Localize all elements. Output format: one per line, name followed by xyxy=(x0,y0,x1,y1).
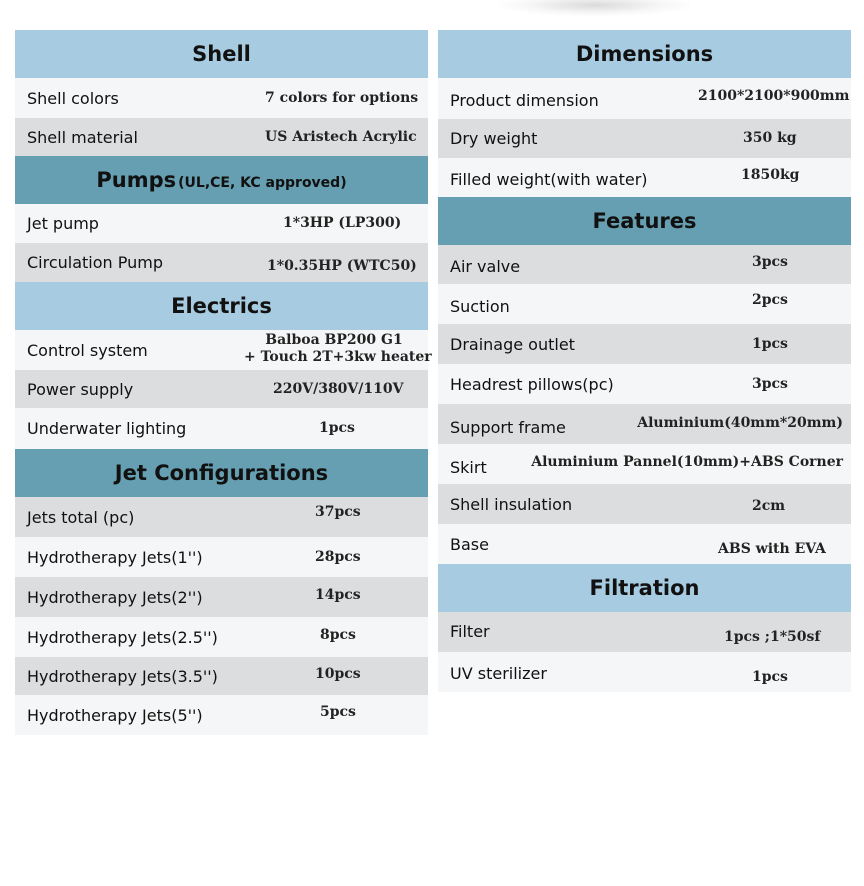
spec-label: Suction xyxy=(450,297,510,316)
spec-label: Jet pump xyxy=(27,214,99,233)
spec-row-shell-colors xyxy=(15,78,428,118)
spec-row-hydrotherapy-jets-5 xyxy=(15,695,428,735)
spec-label: Control system xyxy=(27,340,148,360)
pumps-title: Pumps xyxy=(96,168,177,192)
spec-label: Drainage outlet xyxy=(450,334,575,354)
spec-label: Hydrotherapy Jets(1'') xyxy=(27,547,203,567)
features-header xyxy=(438,197,851,245)
spec-value: 2100*2100*900mm xyxy=(698,88,850,104)
spec-label: Support frame xyxy=(450,418,566,437)
spec-label: Hydrotherapy Jets(3.5'') xyxy=(27,666,218,686)
spec-row-filled-weight xyxy=(438,158,851,197)
spec-value: 1*3HP (LP300) xyxy=(283,215,402,231)
spec-row-control-system xyxy=(15,330,432,370)
spec-value: 1850kg xyxy=(741,167,800,183)
jet-configurations-title: Jet Configurations xyxy=(114,461,329,485)
spec-row-uv-sterilizer xyxy=(438,652,851,692)
spec-value: 1pcs xyxy=(319,420,355,436)
features-title: Features xyxy=(592,209,697,233)
spec-row-suction xyxy=(438,284,851,324)
shell-title: Shell xyxy=(192,42,251,66)
spec-row-support-frame xyxy=(438,404,851,444)
spec-label: Air valve xyxy=(450,257,521,276)
spec-value: 14pcs xyxy=(315,587,361,603)
shell-header xyxy=(15,30,428,78)
spec-label: Filter xyxy=(450,622,490,641)
spec-value-line: + Touch 2T+3kw heater xyxy=(244,349,432,365)
electrics-title: Electrics xyxy=(171,294,272,318)
spec-label: Shell material xyxy=(27,127,138,147)
spec-value: 220V/380V/110V xyxy=(273,380,404,397)
spec-value: Aluminium(40mm*20mm) xyxy=(637,415,843,431)
spec-row-hydrotherapy-jets-3-5 xyxy=(15,657,428,695)
spec-row-product-dimension xyxy=(438,78,851,119)
spec-label: Hydrotherapy Jets(2.5'') xyxy=(27,627,218,647)
spec-row-filter xyxy=(438,612,851,652)
spec-value: 8pcs xyxy=(320,627,356,643)
spec-label: Circulation Pump xyxy=(27,253,164,272)
spec-row-dry-weight xyxy=(438,119,851,158)
spec-row-skirt xyxy=(438,444,851,484)
spec-label: Product dimension xyxy=(450,91,599,110)
spec-row-headrest-pillows xyxy=(438,364,851,404)
spec-label: Base xyxy=(450,535,489,554)
left-spec-column xyxy=(15,30,432,735)
pumps-header xyxy=(15,156,428,204)
dimensions-title: Dimensions xyxy=(575,42,714,66)
spec-label: Underwater lighting xyxy=(27,419,187,438)
spec-label: Headrest pillows(pc) xyxy=(450,374,614,394)
spec-row-jet-pump xyxy=(15,204,428,243)
spec-label: UV sterilizer xyxy=(450,664,547,683)
filtration-title: Filtration xyxy=(589,576,700,600)
top-image-remnant xyxy=(500,0,690,16)
spec-label: Hydrotherapy Jets(5'') xyxy=(27,705,203,725)
spec-row-hydrotherapy-jets-2-5 xyxy=(15,617,428,657)
spec-value: 2cm xyxy=(752,498,786,514)
spec-value: 10pcs xyxy=(315,666,361,682)
filtration-header xyxy=(438,564,851,612)
spec-row-hydrotherapy-jets-2 xyxy=(15,577,428,617)
spec-label: Filled weight(with water) xyxy=(450,170,648,189)
spec-row-jets-total xyxy=(15,497,428,537)
spec-value: 350 kg xyxy=(743,130,797,146)
spec-label: Power supply xyxy=(27,379,134,399)
spec-value: Aluminium Pannel(10mm)+ABS Corner xyxy=(531,454,843,470)
spec-value-line: Balboa BP200 G1 xyxy=(265,332,403,348)
spec-label: Dry weight xyxy=(450,129,538,148)
spec-value xyxy=(244,332,432,366)
right-spec-column xyxy=(438,30,851,692)
spec-row-shell-insulation xyxy=(438,484,851,524)
spec-row-base xyxy=(438,524,851,564)
spec-value: 3pcs xyxy=(752,254,788,270)
spec-label: Shell colors xyxy=(27,88,119,108)
spec-label: Hydrotherapy Jets(2'') xyxy=(27,587,203,607)
spec-row-shell-material xyxy=(15,118,428,156)
spec-value: 2pcs xyxy=(752,292,788,308)
jet-configurations-header xyxy=(15,449,428,497)
dimensions-header xyxy=(438,30,851,78)
spec-value: 1pcs xyxy=(752,669,788,685)
spec-value: 28pcs xyxy=(315,548,361,565)
spec-value: 5pcs xyxy=(320,704,356,720)
spec-value: 1pcs ;1*50sf xyxy=(724,629,821,645)
spec-row-drainage-outlet xyxy=(438,324,851,364)
spec-value: 1*0.35HP (WTC50) xyxy=(267,258,417,274)
spec-value: 3pcs xyxy=(752,375,788,392)
spec-row-underwater-lighting xyxy=(15,408,428,449)
spec-label: Shell insulation xyxy=(450,494,573,514)
spec-value: ABS with EVA xyxy=(718,541,826,557)
electrics-header xyxy=(15,282,428,330)
spec-label: Skirt xyxy=(450,458,487,477)
spec-label: Jets total (pc) xyxy=(27,507,135,527)
spec-row-hydrotherapy-jets-1 xyxy=(15,537,428,577)
spec-row-air-valve xyxy=(438,245,851,284)
spec-value: 37pcs xyxy=(315,504,361,520)
pumps-subtitle: (UL,CE, KC approved) xyxy=(178,175,347,191)
spec-row-power-supply xyxy=(15,370,428,408)
spec-value: 7 colors for options xyxy=(265,89,419,106)
spec-value: 1pcs xyxy=(752,335,788,352)
spec-value: US Aristech Acrylic xyxy=(265,128,417,145)
spec-row-circulation-pump xyxy=(15,243,428,282)
